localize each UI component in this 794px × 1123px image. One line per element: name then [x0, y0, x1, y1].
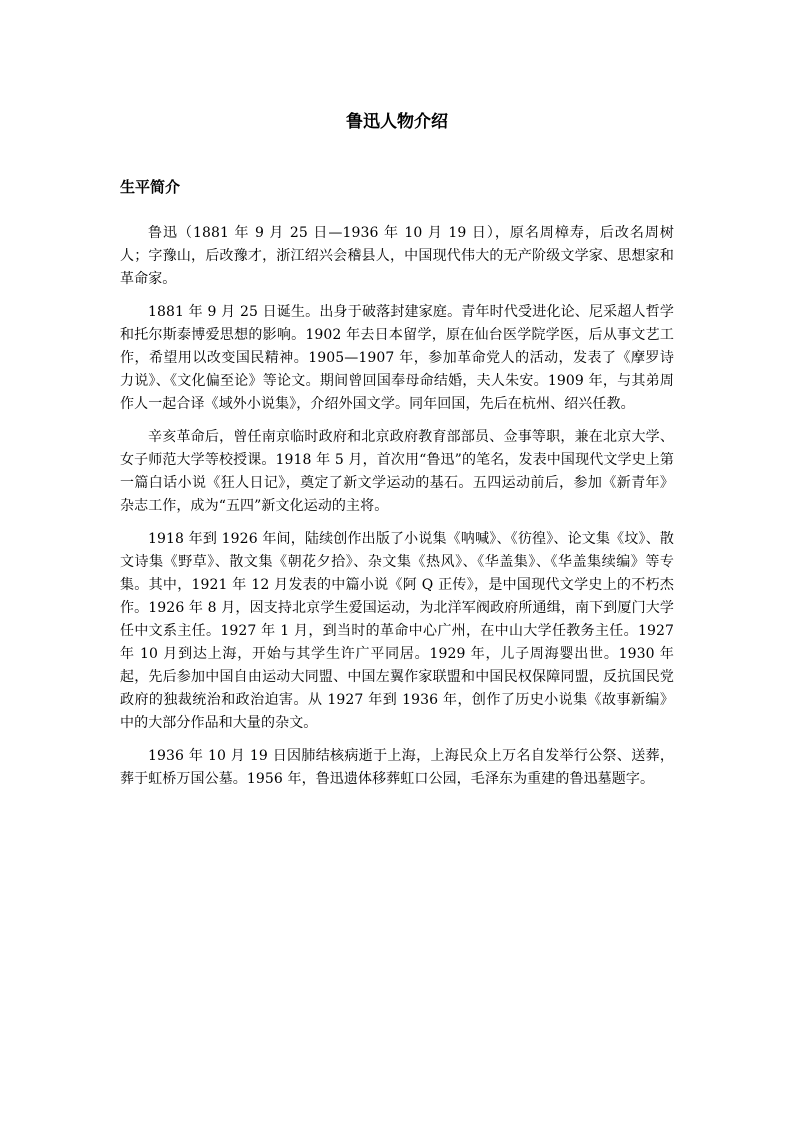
paragraph-xinhai-period: 辛亥革命后，曾任南京临时政府和北京政府教育部部员、佥事等职，兼在北京大学、女子师范大学等校授课。1918 年 5 月，首次用“鲁迅”的笔名，发表中国现代文学史上第一篇白话小说《狂人日记》，奠定了新文学运动的基石。五四运动前后，参加《新青年》杂志工作，成为“五四”新文化运动的主将。 [120, 429, 674, 514]
section-heading: 生平简介 [120, 178, 181, 196]
paragraph-works-period: 1918 年到 1926 年间，陆续创作出版了小说集《呐喊》、《彷徨》、论文集《坟》、散文诗集《野草》、散文集《朝花夕拾》、杂文集《热风》、《华盖集》、《华盖集续编》等专集。其中，1921 年 12 月发表的中篇小说《阿 Q 正传》，是中国现代文学史上的不朽杰作。1926 年 8 月，因支持北京学生爱国运动，为北洋军阀政府所通缉，南下到厦门大学任中文系主任。1927 年 1 月，到当时的革命中心广州，在中山大学任教务主任。1927 年 10 月到达上海，开始与其学生许广平同居。1929 年，儿子周海婴出世。1930 年起，先后参加中国自由运动大同盟、中国左翼作家联盟和中国民权保障同盟，反抗国民党政府的独裁统治和政治迫害。从 1927 年到 1936 年，创作了历史小说集《故事新编》中的大部分作品和大量的杂文。 [120, 531, 674, 731]
paragraph-intro: 鲁迅（1881 年 9 月 25 日—1936 年 10 月 19 日），原名周樟寿，后改名周树人；字豫山，后改豫才，浙江绍兴会稽县人，中国现代伟大的无产阶级文学家、思想家和革命家。 [120, 225, 674, 287]
paragraph-death: 1936 年 10 月 19 日因肺结核病逝于上海，上海民众上万名自发举行公祭、送葬，葬于虹桥万国公墓。1956 年，鲁迅遗体移葬虹口公园，毛泽东为重建的鲁迅墓题字。 [120, 748, 674, 787]
document-title: 鲁迅人物介绍 [346, 112, 448, 132]
document-body [120, 222, 674, 801]
paragraph-early-life: 1881 年 9 月 25 日诞生。出身于破落封建家庭。青年时代受进化论、尼采超人哲学和托尔斯泰博爱思想的影响。1902 年去日本留学，原在仙台医学院学医，后从事文艺工作，希望用以改变国民精神。1905—1907 年，参加革命党人的活动，发表了《摩罗诗力说》、《文化偏至论》等论文。期间曾回国奉母命结婚，夫人朱安。1909 年，与其弟周作人一起合译《域外小说集》，介绍外国文学。同年回国，先后在杭州、绍兴任教。 [120, 304, 674, 412]
